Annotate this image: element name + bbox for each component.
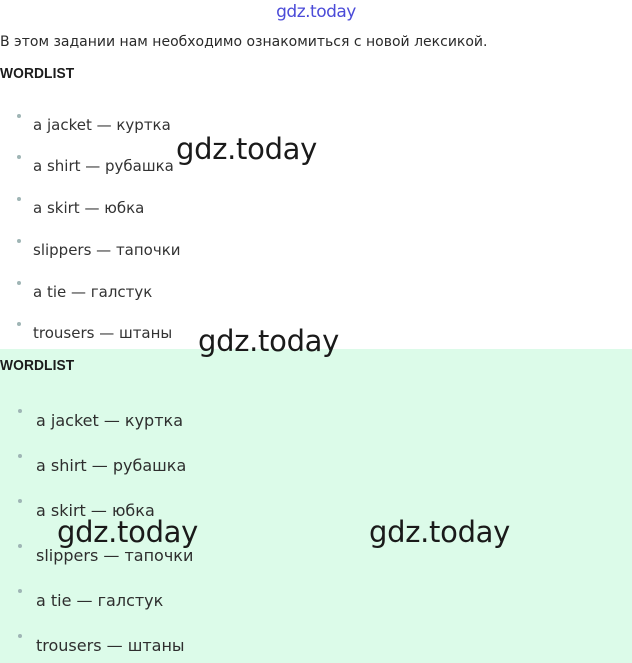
bullet-icon [18,499,22,503]
list-item-text: a jacket — куртка [33,116,171,134]
wordlist-title: WORDLIST [0,357,75,374]
list-item-text: a jacket — куртка [36,411,183,430]
watermark: gdz.today [57,515,199,549]
watermark: gdz.today [176,132,318,166]
bullet-icon [17,281,21,285]
list-item-text: a tie — галстук [36,591,164,610]
bullet-icon [18,454,22,458]
list-item-text: slippers — тапочки [33,241,181,259]
list-item-text: trousers — штаны [33,324,173,342]
list-item-text: a skirt — юбка [33,199,145,217]
list-item-text: a skirt — юбка [36,501,155,520]
list-item-text: slippers — тапочки [36,546,194,565]
bullet-icon [17,322,21,326]
bullet-icon [18,634,22,638]
list-item-text: trousers — штаны [36,636,185,655]
bullet-icon [17,114,21,118]
wordlist-title: WORDLIST [0,65,75,82]
watermark: gdz.today [198,324,340,358]
list-item-text: a shirt — рубашка [36,456,187,475]
bullet-icon [17,155,21,159]
intro-text: В этом задании нам необходимо ознакомиться с новой лексикой. [0,34,488,50]
bullet-icon [18,544,22,548]
bullet-icon [17,239,21,243]
bullet-icon [17,197,21,201]
bullet-icon [18,409,22,413]
watermark: gdz.today [369,515,511,549]
list-item-text: a shirt — рубашка [33,157,174,175]
list-item-text: a tie — галстук [33,283,153,301]
bullet-icon [18,589,22,593]
site-logo[interactable]: gdz.today [276,2,356,22]
